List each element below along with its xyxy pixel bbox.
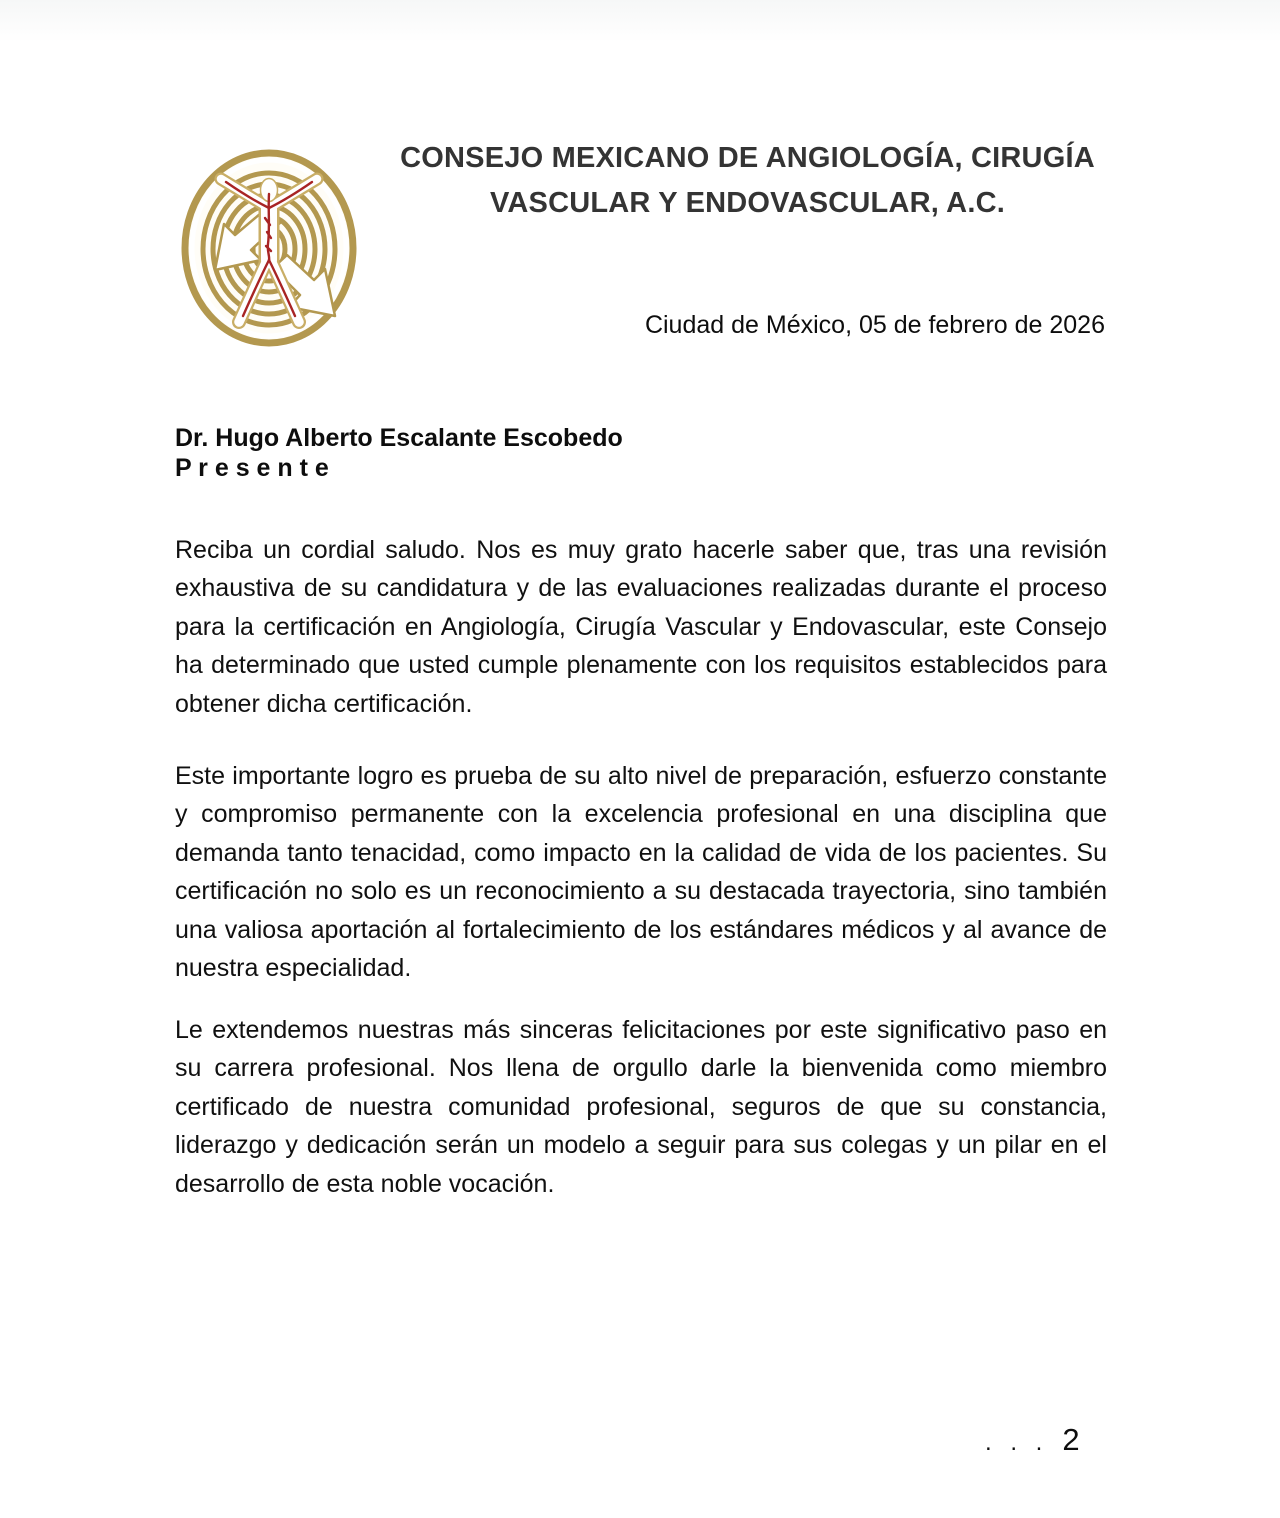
body-paragraph-2: Este importante logro es prueba de su alto nivel de preparación, esfuerzo constante y compromiso permanente con la excelencia profesional en una disciplina que demanda tanto tenacidad, como impacto en la calidad de vida de los pacientes. Su certificación no solo es un reconocimiento a su destacada trayectoria, sino también una valiosa aportación al fortalecimiento de los estándares médicos y al avance de nuestra especialidad.	[175, 762, 1107, 983]
recipient-salutation: P r e s e n t e	[175, 454, 329, 482]
org-name-line1: CONSEJO MEXICANO DE ANGIOLOGÍA, CIRUGÍA	[400, 142, 1095, 174]
continuation-dots: . . .	[985, 1429, 1049, 1456]
recipient-block	[175, 423, 623, 483]
body-paragraph-3: Le extendemos nuestras más sinceras felicitaciones por este significativo paso en su carrera profesional. Nos llena de orgullo darle la bienvenida como miembro certificado de nuestra comunidad profesional, seguros de que su constancia, liderazgo y dedicación serán un modelo a seguir para sus colegas y un pilar en el desarrollo de esta noble vocación.	[175, 1016, 1107, 1198]
recipient-name: Dr. Hugo Alberto Escalante Escobedo	[175, 424, 623, 452]
body-paragraph-1: Reciba un cordial saludo. Nos es muy grato hacerle saber que, tras una revisión exhaustiva de su candidatura y de las evaluaciones realizadas durante el proceso para la certificación en Angiología, Cirugía Vascular y Endovascular, este Consejo ha determinado que usted cumple plenamente con los requisitos establecidos para obtener dicha certificación.	[175, 536, 1107, 718]
org-name-title	[385, 136, 1110, 226]
page-footer	[985, 1422, 1080, 1458]
page-number: 2	[1062, 1422, 1080, 1457]
org-name-line2: VASCULAR Y ENDOVASCULAR, A.C.	[490, 187, 1005, 219]
date-line: Ciudad de México, 05 de febrero de 2026	[644, 311, 1105, 339]
